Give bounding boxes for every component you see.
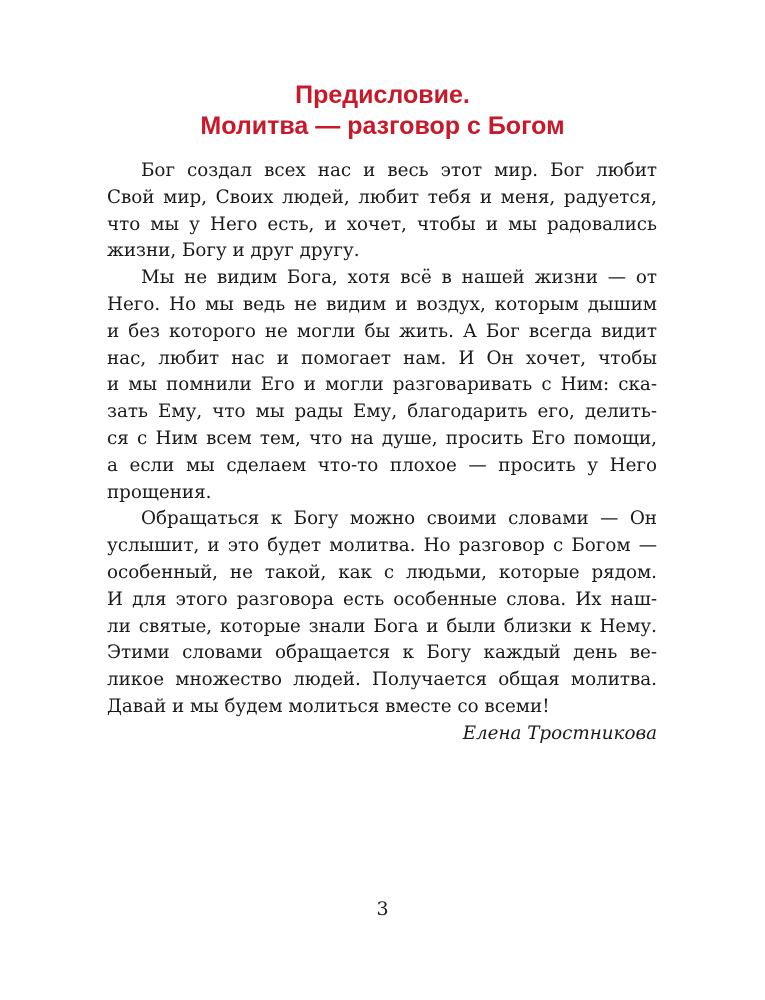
text-line: Него. Но мы ведь не видим и воздух, которым дышим xyxy=(107,293,657,315)
text-line: И для этого разговора есть особенные слова. Их наш- xyxy=(107,588,657,610)
text-line: Мы не видим Бога, хотя всё в нашей жизни — от xyxy=(141,267,657,289)
text-line: Бог создал всех нас и весь этот мир. Бог любит xyxy=(141,160,657,181)
text-line: прощения. xyxy=(107,481,212,503)
text-line: Давай и мы будем молиться вместе со всеми! xyxy=(107,695,550,717)
text-line: ли святые, которые знали Бога и были близки к Нему. xyxy=(107,615,657,637)
text-line: Этими словами обращается к Богу каждый день ве- xyxy=(107,642,657,664)
text-line: и без которого не могли бы жить. А Бог всегда видит xyxy=(107,320,657,342)
text-line: ся с Ним всем тем, что на душе, просить Его помощи, xyxy=(107,427,657,449)
chapter-title xyxy=(0,80,765,142)
text-line: особенный, не такой, как с людьми, которые рядом. xyxy=(107,561,657,583)
text-line: жизни, Богу и друг другу. xyxy=(107,240,360,262)
chapter-title-line-1: Предисловие. xyxy=(295,81,470,109)
text-line: ликое множество людей. Получается общая молитва. xyxy=(107,669,657,691)
text-line: и мы помнили Его и могли разговаривать с Ним: ска- xyxy=(107,374,657,396)
text-line: зать Ему, что мы рады Ему, благодарить его, делить- xyxy=(107,401,657,423)
chapter-title-line-2: Молитва — разговор с Богом xyxy=(200,112,565,140)
author-signature: Елена Тростникова xyxy=(462,722,657,744)
text-line: а если мы сделаем что-то плохое — просить у Него xyxy=(107,454,657,476)
body-text xyxy=(107,158,657,748)
text-line: услышит, и это будет молитва. Но разговор с Богом — xyxy=(107,535,657,557)
text-line: Обращаться к Богу можно своими словами — Он xyxy=(141,508,657,530)
page-number: 3 xyxy=(376,898,389,920)
text-line: нас, любит нас и помогает нам. И Он хочет, чтобы xyxy=(107,347,657,369)
paragraph xyxy=(107,265,657,506)
text-line: Свой мир, Своих людей, любит тебя и меня, радуется, xyxy=(107,186,657,208)
paragraph xyxy=(107,506,657,720)
text-line: что мы у Него есть, и хочет, чтобы и мы радовались xyxy=(107,213,657,235)
paragraph xyxy=(107,158,657,265)
